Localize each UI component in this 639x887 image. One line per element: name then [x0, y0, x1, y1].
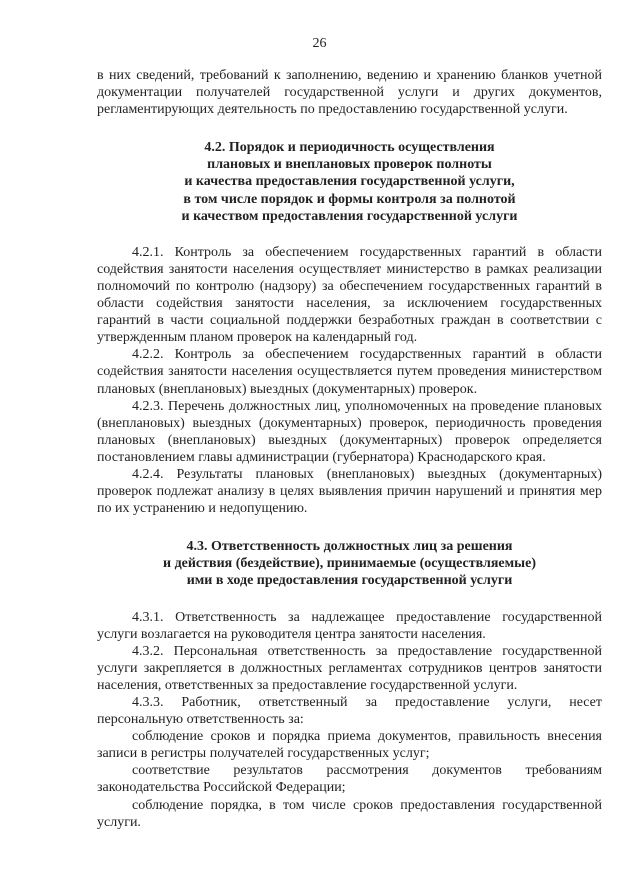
- list-item-deadlines: соблюдение сроков и порядка приема документов, правильность внесения записи в регистры получателей государственных услуг;: [97, 729, 602, 762]
- paragraph-4-2-1: 4.2.1. Контроль за обеспечением государственных гарантий в области содействия занятости населения осуществляет министерство в рамках реализации полномочий по контролю (надзору) за обеспечением государственных гарантий в области содействия занятости населения, за исключением государственных гарантий в части социальной поддержки безработных граждан в соответствии с утвержденным планом проверок на календарный год.: [97, 244, 602, 346]
- paragraph-4-2-4: 4.2.4. Результаты плановых (внеплановых) выездных (документарных) проверок подлежат анализу в целях выявления причин нарушений и принятия мер по их устранению и недопущению.: [97, 466, 602, 517]
- heading-line: и действия (бездействие), принимаемые (осуществляемые): [163, 556, 536, 572]
- paragraph-4-2-2: 4.2.2. Контроль за обеспечением государственных гарантий в области содействия занятости населения осуществляется путем проведения министерством плановых (внеплановых) выездных (документарных) проверок.: [97, 347, 602, 397]
- heading-line: в том числе порядок и формы контроля за полнотой: [183, 191, 516, 207]
- list-item-compliance: соответствие результатов рассмотрения документов требованиям законодательства Российской Федерации;: [97, 763, 602, 796]
- section-4-2-heading: [97, 139, 602, 224]
- heading-line: и качества предоставления государственной услуги,: [184, 174, 515, 190]
- paragraph-4-3-1: 4.3.1. Ответственность за надлежащее предоставление государственной услуги возлагается на руководителя центра занятости населения.: [97, 609, 602, 642]
- heading-line: плановых и внеплановых проверок полноты: [207, 157, 492, 173]
- paragraph-4-2-3: 4.2.3. Перечень должностных лиц, уполномоченных на проведение плановых (внеплановых) выездных (документарных) проверок, периодичность проведения плановых (внеплановых) выездных (документарных) проверок определяется постановлением главы администрации (губернатора) Краснодарского края.: [97, 398, 602, 465]
- heading-line: и качеством предоставления государственной услуги: [181, 208, 518, 224]
- heading-line: ими в ходе предоставления государственной услуги: [186, 573, 513, 589]
- heading-line: 4.3. Ответственность должностных лиц за решения: [186, 539, 513, 555]
- paragraph-4-3-2: 4.3.2. Персональная ответственность за предоставление государственной услуги закрепляется в должностных регламентах сотрудников центров занятости населения, ответственных за предоставление государственной услуги.: [97, 643, 602, 693]
- list-item-procedure: соблюдение порядка, в том числе сроков предоставления государственной услуги.: [97, 797, 602, 830]
- paragraph-4-3-3: 4.3.3. Работник, ответственный за предоставление услуги, несет персональную ответственность за:: [97, 695, 602, 728]
- page-number: 26: [312, 36, 327, 51]
- heading-line: 4.2. Порядок и периодичность осуществления: [204, 140, 495, 156]
- section-4-3-heading: [97, 538, 602, 589]
- document-body: [97, 67, 602, 831]
- intro-paragraph: в них сведений, требований к заполнению, ведению и хранению бланков учетной документации получателей государственной услуги и других документов, регламентирующих деятельность по предоставлению государственной услуги.: [97, 68, 602, 118]
